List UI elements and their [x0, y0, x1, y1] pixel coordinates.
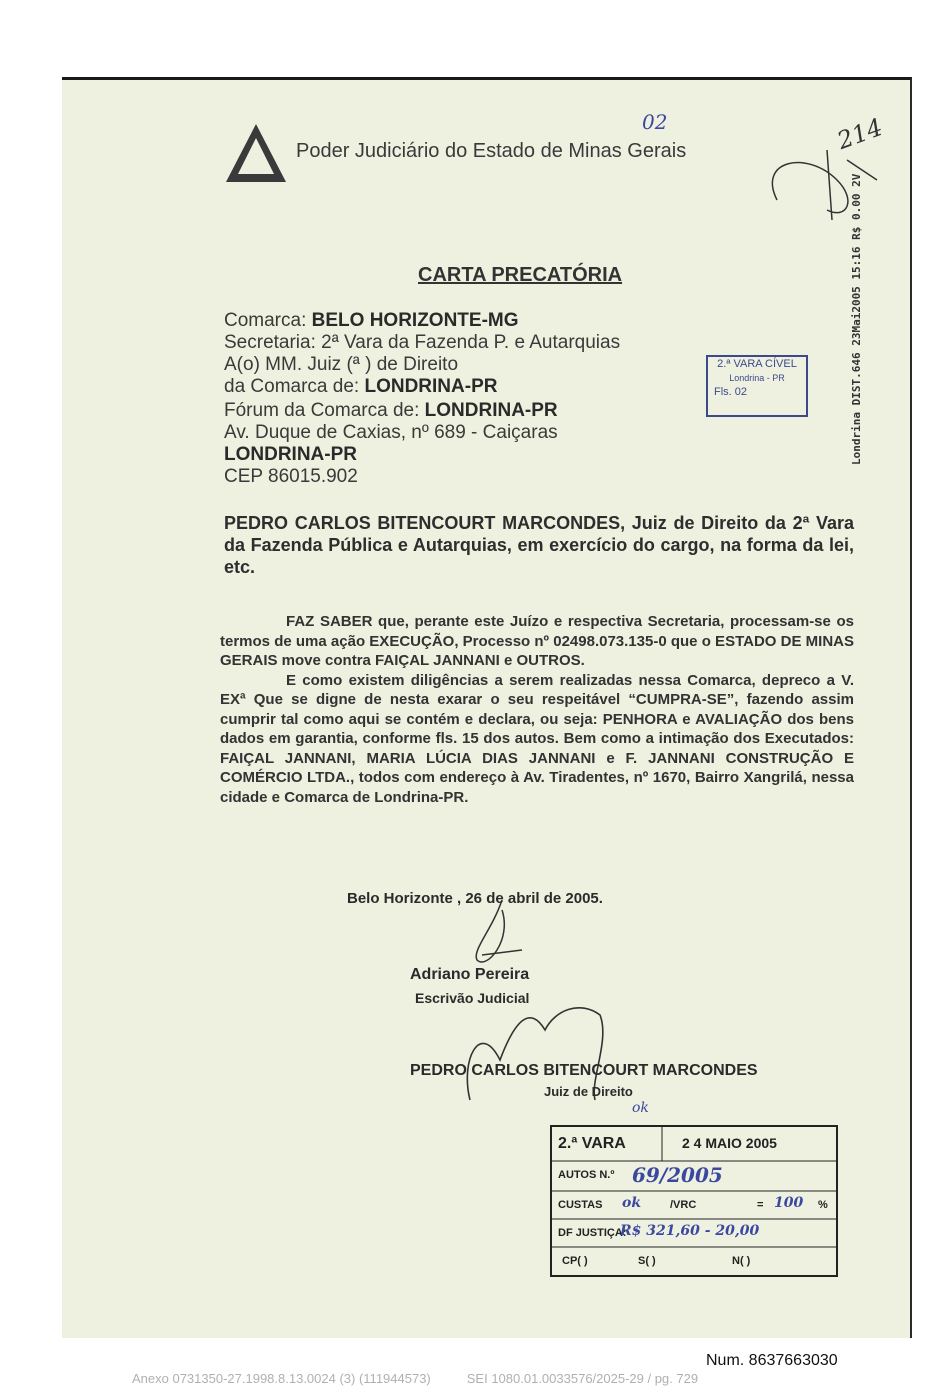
registry-s: S( )	[638, 1255, 656, 1267]
registry-custas-vrc: /VRC	[670, 1199, 697, 1211]
address-line: CEP 86015.902	[224, 466, 358, 487]
registry-custas-hand: ok	[622, 1195, 642, 1211]
distribution-side-stamp: Londrina DIST.646 23Mai2005 15:16 R$ 0.00 2V	[850, 173, 863, 465]
registry-df-value: R$ 321,60 - 20,00	[620, 1223, 760, 1239]
signer2-name: PEDRO CARLOS BITENCOURT MARCONDES	[410, 1062, 758, 1079]
body-paragraph: FAZ SABER que, perante este Juízo e respectiva Secretaria, processam-se os termos de uma ação EXECUÇÃO, Processo nº 02498.073.135-0 que o ESTADO DE MINAS GERAIS move contra FAIÇAL JANNANI e OUTROS.	[220, 613, 854, 669]
court-triangle-logo	[224, 122, 288, 186]
address-line: Secretaria: 2ª Vara da Fazenda P. e Autarquias	[224, 332, 621, 353]
registry-custas-pct: %	[818, 1199, 828, 1211]
registry-custas-label: CUSTAS	[558, 1199, 603, 1211]
address-line: A(o) MM. Juiz (ª ) de Direito	[224, 354, 459, 375]
registry-vara: 2.ª VARA	[558, 1135, 626, 1152]
address-line: Comarca: BELO HORIZONTE-MG	[224, 310, 519, 331]
address-line: Fórum da Comarca de: LONDRINA-PR	[224, 400, 558, 421]
address-line: LONDRINA-PR	[224, 444, 357, 465]
handwritten-note: 214	[833, 113, 887, 155]
address-line: Av. Duque de Caxias, nº 689 - Caiçaras	[224, 422, 558, 443]
body-text	[220, 612, 854, 807]
institution-header: Poder Judiciário do Estado de Minas Gerais	[296, 140, 687, 162]
vara-civel-stamp: 2.ª VARA CÍVEL Londrina - PR Fls. 02	[706, 355, 808, 417]
registry-box-rules	[552, 1127, 836, 1275]
footer-reference: Anexo 0731350-27.1998.8.13.0024 (3) (111944573) SEI 1080.01.0033576/2025-29 / pg. 729	[132, 1371, 699, 1386]
registry-n: N( )	[732, 1255, 751, 1267]
body-paragraph: E como existem diligências a serem realizadas nessa Comarca, depreco a V. EXª Que se digne de nesta exarar o seu respeitável “CUMPRA-SE”, fazendo assim cumprir tal como aqui se contém e declara, ou seja: PENHORA e AVALIAÇÃO dos bens dados em garantia, conforme fls. 15 dos autos. Bem como a intimação dos Executados: FAIÇAL JANNANI, MARIA LÚCIA DIAS JANNANI e F. JANNANI CONSTRUÇÃO E COMÉRCIO LTDA., todos com endereço à Av. Tiradentes, nº 1670, Bairro Xangrilá, nessa cidade e Comarca de Londrina-PR.	[220, 671, 854, 806]
scanned-page	[62, 77, 912, 1338]
registry-df-label: DF JUSTIÇA:	[558, 1227, 627, 1239]
signer2-role: Juiz de Direito	[544, 1084, 633, 1099]
document-title: CARTA PRECATÓRIA	[418, 264, 623, 286]
date-line: Belo Horizonte , 26 de abril de 2005.	[347, 890, 603, 907]
registry-cp: CP( )	[562, 1255, 588, 1267]
handwritten-note: ok	[632, 1100, 649, 1116]
registry-date: 2 4 MAIO 2005	[682, 1135, 777, 1151]
signer1-role: Escrivão Judicial	[415, 990, 530, 1006]
address-line: da Comarca de: LONDRINA-PR	[224, 376, 498, 397]
registry-autos-value: 69/2005	[632, 1163, 723, 1187]
document-number: Num. 8637663030	[706, 1352, 838, 1369]
handwritten-note: 02	[642, 110, 668, 134]
registry-custas-value: 100	[774, 1195, 804, 1211]
registry-custas-eq: =	[757, 1199, 764, 1211]
registry-autos-label: AUTOS N.º	[558, 1169, 615, 1181]
judge-paragraph: PEDRO CARLOS BITENCOURT MARCONDES, Juiz de Direito da 2ª Vara da Fazenda Pública e Autarquias, em exercício do cargo, na forma da lei, etc.	[224, 513, 854, 577]
registry-box	[550, 1125, 838, 1277]
signer1-name: Adriano Pereira	[410, 966, 530, 983]
handwritten-initials	[757, 140, 887, 220]
